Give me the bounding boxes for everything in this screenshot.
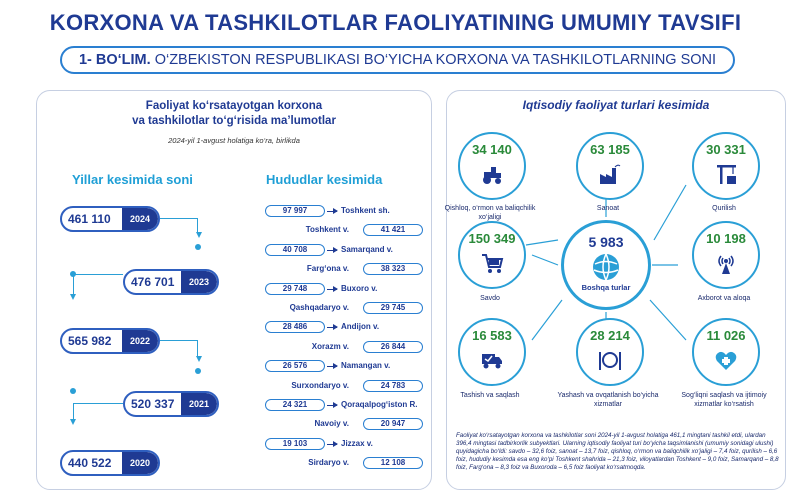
- region-value: 19 103: [265, 438, 325, 450]
- health-icon: [714, 348, 738, 372]
- activity-label: Sanoat: [596, 205, 620, 212]
- year-value: 520 337: [131, 397, 175, 411]
- region-row: [265, 341, 435, 354]
- region-value: 24 783: [363, 380, 423, 392]
- region-arrow: [327, 444, 337, 445]
- connector-line: [532, 255, 558, 265]
- footnote: Faoliyat ko‘rsatayotgan korxona va tashkilotlar soni 2024-yil 1-avgust holatiga 461,1 mingtani tashkil etdi, ulardan 396,4 mingtasi tadbirkorlik subyektlari. Ularning iqtisodiy faoliyat turi bo‘yicha taqsimlanishi (umumiy sonidagi ulushi) quyidagicha bo‘ldi: savdo – 32,6 foiz, sanoat – 13,7 foiz, qishloq, o‘rmon va baliqchilik xo‘jaligi – 7,4 foiz, qurilish – 6,6 foiz, hududiy kesimda esa eng ko‘pi Toshkent shahrida – 21,3 foiz, viloyatlardan Toshkent – 9,0 foiz, Samarqand – 8,8 foiz, Farg‘ona – 8,3 foiz va Buxoroda – 6,5 foiz faoliyat ko‘rsatmoqda.: [456, 432, 779, 471]
- center-label: Boshqa turlar: [581, 283, 631, 292]
- region-value: 24 321: [265, 399, 325, 411]
- arrow-down-icon: [196, 356, 202, 362]
- region-name: Sirdaryo v.: [308, 458, 349, 468]
- region-arrow: [327, 289, 337, 290]
- activity-label: Qishloq, o‘rmon va baliqchilik xo‘jaligi: [444, 205, 536, 221]
- antenna-icon: [714, 251, 738, 275]
- activity-label: Savdo: [480, 295, 500, 302]
- connector-dot: [195, 368, 201, 374]
- region-name: Andijon v.: [341, 322, 380, 332]
- activity-label: Axborot va aloqa: [697, 295, 751, 302]
- region-row: [265, 380, 435, 393]
- region-name: Samarqand v.: [341, 244, 393, 254]
- year-label: 2023: [181, 271, 217, 293]
- region-row: [265, 263, 435, 276]
- right-panel-title: Iqtisodiy faoliyat turlari kesimida: [522, 98, 710, 112]
- activity-circle: [692, 221, 760, 289]
- region-row: [265, 205, 435, 218]
- region-name: Buxoro v.: [341, 283, 378, 293]
- region-row: [265, 224, 435, 237]
- activity-circle: [458, 318, 526, 386]
- region-row: [265, 418, 435, 431]
- activity-value: 16 583: [472, 328, 512, 343]
- year-box-2023: [123, 269, 219, 295]
- activity-label: Qurilish: [712, 205, 736, 212]
- region-name: Xorazm v.: [311, 341, 349, 351]
- region-value: 41 421: [363, 224, 423, 236]
- region-arrow: [327, 327, 337, 328]
- region-name: Farg‘ona v.: [306, 264, 349, 274]
- region-name: Jizzax v.: [341, 438, 373, 448]
- globe-icon: [590, 251, 622, 283]
- center-value: 5 983: [588, 234, 624, 250]
- years-heading: Yillar kesimida soni: [72, 172, 193, 187]
- activity-label: Tashish va saqlash: [460, 392, 520, 399]
- year-connector: [73, 274, 123, 294]
- region-value: 38 323: [363, 263, 423, 275]
- year-box-2021: [123, 391, 219, 417]
- region-value: 26 844: [363, 341, 423, 353]
- activity-value: 11 026: [706, 328, 746, 343]
- year-connector: [160, 218, 198, 232]
- region-value: 29 748: [265, 283, 325, 295]
- region-value: 12 108: [363, 457, 423, 469]
- region-arrow: [327, 366, 337, 367]
- region-arrow: [327, 211, 337, 212]
- connector-dot: [70, 388, 76, 394]
- activity-value: 30 331: [706, 142, 746, 157]
- region-name: Namangan v.: [341, 361, 391, 371]
- activity-circle: [458, 132, 526, 200]
- activity-value: 10 198: [706, 231, 746, 246]
- region-value: 97 997: [265, 205, 325, 217]
- region-row: [265, 457, 435, 470]
- activity-label: Yashash va ovqatlanish bo‘yicha xizmatlar: [557, 392, 659, 408]
- year-value: 476 701: [131, 275, 175, 289]
- connector-line: [526, 240, 558, 245]
- region-name: Navoiy v.: [314, 419, 349, 429]
- year-connector: [160, 340, 198, 356]
- region-row: [265, 399, 435, 412]
- region-name: Qoraqalpog‘iston R.: [341, 400, 418, 409]
- activity-value: 150 349: [468, 231, 516, 246]
- year-connector: [73, 403, 123, 419]
- region-arrow: [327, 250, 337, 251]
- region-row: [265, 302, 435, 315]
- section-text: O‘ZBEKISTON RESPUBLIKASI BO‘YICHA KORXONA VA TASHKILOTLARNING SONI: [154, 52, 717, 68]
- dining-icon: [598, 348, 622, 372]
- regions-heading: Hududlar kesimida: [266, 172, 383, 187]
- region-value: 28 486: [265, 321, 325, 333]
- region-name: Toshkent sh.: [341, 206, 390, 215]
- cart-icon: [480, 251, 504, 275]
- region-name: Qashqadaryo v.: [289, 303, 349, 312]
- arrow-down-icon: [196, 232, 202, 238]
- region-row: [265, 360, 435, 373]
- region-value: 26 576: [265, 360, 325, 372]
- year-box-2020: [60, 450, 160, 476]
- region-value: 40 708: [265, 244, 325, 256]
- factory-icon: [598, 162, 622, 186]
- year-label: 2024: [122, 208, 158, 230]
- activity-circle: [576, 318, 644, 386]
- activity-value: 28 214: [590, 328, 630, 343]
- tractor-icon: [480, 162, 504, 186]
- connector-line: [650, 300, 686, 340]
- section-banner: [60, 46, 735, 74]
- left-title-line1: Faoliyat ko‘rsatayotgan korxona: [145, 100, 323, 112]
- date-note: 2024-yil 1-avgust holatiga ko‘ra, birlikda: [168, 136, 300, 145]
- region-value: 29 745: [363, 302, 423, 314]
- region-row: [265, 438, 435, 451]
- connector-dot: [195, 244, 201, 250]
- activity-circle: [576, 132, 644, 200]
- activity-label: Sog‘liqni saqlash va ijtimoiy xizmatlar ko‘rsatish: [681, 392, 767, 408]
- arrow-down-icon: [70, 419, 76, 425]
- center-hub: [561, 220, 651, 310]
- region-name: Surxondaryo v.: [291, 380, 349, 390]
- year-label: 2020: [122, 452, 158, 474]
- year-value: 565 982: [68, 334, 112, 348]
- region-arrow: [327, 405, 337, 406]
- year-value: 461 110: [68, 212, 111, 226]
- activity-value: 34 140: [472, 142, 512, 157]
- year-label: 2021: [181, 393, 217, 415]
- region-name: Toshkent v.: [305, 225, 349, 235]
- connector-line: [532, 300, 562, 340]
- activity-circle: [692, 132, 760, 200]
- year-box-2024: [60, 206, 160, 232]
- region-row: [265, 283, 435, 296]
- activity-value: 63 185: [590, 142, 630, 157]
- year-label: 2022: [122, 330, 158, 352]
- left-panel-title: [36, 99, 432, 129]
- truck-icon: [480, 348, 504, 372]
- section-label: 1- BO‘LIM.: [78, 52, 151, 68]
- year-value: 440 522: [68, 456, 112, 470]
- crane-icon: [714, 162, 738, 186]
- page-title: KORXONA VA TASHKILOTLAR FAOLIYATINING UMUMIY TAVSIFI: [49, 10, 742, 35]
- left-title-line2: va tashkilotlar to‘g‘risida ma’lumotlar: [132, 115, 336, 127]
- region-value: 20 947: [363, 418, 423, 430]
- activity-circle: [458, 221, 526, 289]
- activity-circle: [692, 318, 760, 386]
- region-row: [265, 244, 435, 257]
- arrow-down-icon: [70, 294, 76, 300]
- year-box-2022: [60, 328, 160, 354]
- region-row: [265, 321, 435, 334]
